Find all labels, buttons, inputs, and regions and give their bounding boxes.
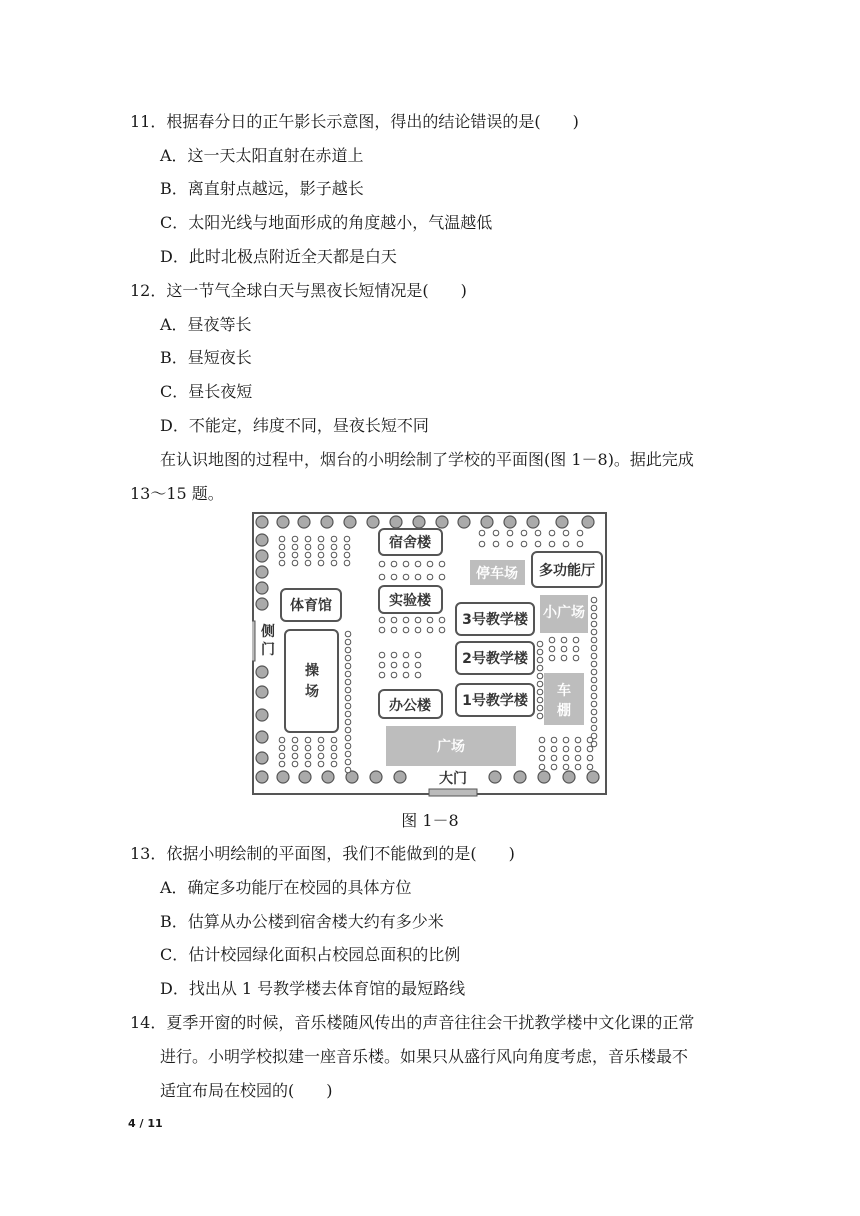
tree-small [575,737,581,743]
tree-small [537,689,543,695]
tree-small [427,627,433,633]
tree-small [345,759,351,765]
tree-small [403,662,409,668]
tree-small [537,697,543,703]
intro-line-1: 在认识地图的过程中，烟台的小明绘制了学校的平面图(图 1－8)。据此完成 [160,450,694,469]
tree-small [292,753,298,759]
tree-small [415,574,421,580]
tree-small [561,655,567,661]
tree-small [279,552,285,558]
tree-small [563,755,569,761]
tree-large [370,771,382,783]
tree-small [403,617,409,623]
tree-small [318,737,324,743]
tree-small [591,597,597,603]
tree-small [493,541,499,547]
tree-small [279,544,285,550]
tree-small [561,637,567,643]
tree-small [331,536,337,542]
tree-large [256,731,268,743]
tree-small [539,764,545,770]
tree-small [292,745,298,751]
office-label: 办公楼 [389,698,431,714]
tree-small [537,673,543,679]
teach3-label: 3号教学楼 [462,612,528,628]
main-gate-bar [429,789,477,796]
tree-small [344,536,350,542]
tree-small [537,657,543,663]
tree-small [507,530,513,536]
q14-line-3: 适宜布局在校园的( ) [160,1081,333,1100]
q11-option-d: D．此时北极点附近全天都是白天 [160,247,397,266]
tree-small [591,733,597,739]
q13-option-a: A．确定多功能厅在校园的具体方位 [160,878,412,897]
tree-small [292,761,298,767]
tree-small [591,693,597,699]
tree-large [298,516,310,528]
tree-small [292,552,298,558]
tree-small [563,530,569,536]
tree-small [292,737,298,743]
page-number: 4 / 11 [128,1117,163,1130]
tree-small [539,755,545,761]
tree-small [345,703,351,709]
tree-small [591,725,597,731]
tree-small [591,629,597,635]
square-label: 广场 [437,739,465,755]
tree-small [591,605,597,611]
side-gate-label-2: 门 [261,642,275,658]
tree-small [537,649,543,655]
tree-small [345,767,351,773]
q12-option-c: C．昼长夜短 [160,382,253,401]
tree-small [591,709,597,715]
tree-small [537,641,543,647]
tree-large [256,516,268,528]
dorm-label: 宿舍楼 [389,535,431,551]
playground-label-2: 场 [305,684,319,700]
tree-small [535,530,541,536]
side-gate-bar [252,621,255,661]
tree-small [331,560,337,566]
tree-small [345,719,351,725]
gym-label: 体育馆 [290,598,332,614]
tree-small [591,669,597,675]
tree-small [427,574,433,580]
tree-small [379,617,385,623]
tree-large [489,771,501,783]
tree-small [551,764,557,770]
tree-small [549,655,555,661]
tree-large [504,516,516,528]
tree-small [563,541,569,547]
tree-small [345,687,351,693]
tree-small [439,574,445,580]
tree-small [549,637,555,643]
tree-small [587,764,593,770]
tree-large [256,686,268,698]
tree-small [563,764,569,770]
q13-option-d: D．找出从 1 号教学楼去体育馆的最短路线 [160,979,466,998]
tree-small [549,541,555,547]
tree-small [331,761,337,767]
tree-large [322,771,334,783]
tree-small [415,561,421,567]
tree-small [345,631,351,637]
tree-small [573,646,579,652]
tree-large [277,771,289,783]
tree-small [318,552,324,558]
tree-small [379,561,385,567]
tree-small [391,652,397,658]
tree-small [521,541,527,547]
tree-small [539,746,545,752]
tree-large [256,550,268,562]
tree-small [439,627,445,633]
q12-option-b: B．昼短夜长 [160,348,252,367]
tree-small [305,753,311,759]
tree-large [413,516,425,528]
tree-small [331,745,337,751]
tree-large [563,771,575,783]
tree-small [573,637,579,643]
tree-small [379,627,385,633]
tree-small [344,560,350,566]
tree-large [256,566,268,578]
tree-large [256,752,268,764]
tree-small [305,536,311,542]
tree-small [439,561,445,567]
tree-small [345,751,351,757]
playground [285,630,338,732]
tree-small [344,552,350,558]
small-square-label: 小广场 [543,605,585,621]
tree-small [403,652,409,658]
tree-small [403,574,409,580]
tree-small [318,560,324,566]
tree-small [279,536,285,542]
tree-small [537,705,543,711]
tree-small [379,652,385,658]
teach2-label: 2号教学楼 [462,651,528,667]
tree-large [390,516,402,528]
parking-label: 停车场 [476,566,518,582]
school-plan-map [252,512,608,798]
tree-large [538,771,550,783]
tree-small [318,753,324,759]
tree-small [415,617,421,623]
tree-small [403,561,409,567]
bike-shed-label-1: 车 [557,683,571,699]
tree-small [345,711,351,717]
tree-small [537,665,543,671]
playground-label-1: 操 [305,663,319,679]
q11-stem: 11．根据春分日的正午影长示意图，得出的结论错误的是( ) [130,112,579,131]
tree-small [345,727,351,733]
q12-option-a: A．昼夜等长 [160,315,252,334]
tree-small [591,661,597,667]
tree-large [514,771,526,783]
tree-small [345,639,351,645]
tree-small [539,737,545,743]
teach1-label: 1号教学楼 [462,693,528,709]
tree-small [391,561,397,567]
tree-small [563,746,569,752]
tree-small [391,672,397,678]
tree-small [415,652,421,658]
tree-small [591,637,597,643]
tree-small [279,737,285,743]
tree-large [367,516,379,528]
tree-small [439,617,445,623]
tree-large [256,534,268,546]
tree-small [292,560,298,566]
tree-small [345,743,351,749]
tree-large [436,516,448,528]
tree-small [537,681,543,687]
tree-small [591,685,597,691]
tree-small [305,552,311,558]
tree-small [549,646,555,652]
tree-small [549,530,555,536]
tree-large [527,516,539,528]
tree-small [345,663,351,669]
side-gate-label-1: 侧 [261,624,275,640]
tree-small [331,753,337,759]
tree-small [507,541,513,547]
tree-small [575,746,581,752]
tree-small [575,755,581,761]
tree-small [292,536,298,542]
tree-large [256,666,268,678]
q14-line-1: 14．夏季开窗的时候，音乐楼随风传出的声音往往会干扰教学楼中文化课的正常 [130,1013,695,1032]
q12-stem: 12．这一节气全球白天与黑夜长短情况是( ) [130,281,467,300]
lab-label: 实验楼 [389,593,431,609]
tree-small [279,753,285,759]
tree-small [591,717,597,723]
tree-small [479,541,485,547]
q13-option-c: C．估计校园绿化面积占校园总面积的比例 [160,945,461,964]
tree-small [379,672,385,678]
tree-large [256,598,268,610]
tree-small [318,544,324,550]
q11-option-a: A．这一天太阳直射在赤道上 [160,146,364,165]
tree-small [427,561,433,567]
tree-small [415,627,421,633]
tree-small [379,574,385,580]
tree-large [256,709,268,721]
tree-small [345,655,351,661]
main-gate-label: 大门 [439,771,467,787]
tree-small [391,574,397,580]
tree-small [561,646,567,652]
tree-large [556,516,568,528]
tree-large [344,516,356,528]
tree-small [521,530,527,536]
tree-large [256,582,268,594]
tree-small [591,677,597,683]
tree-small [379,662,385,668]
tree-large [458,516,470,528]
tree-small [551,746,557,752]
tree-small [403,627,409,633]
tree-small [344,544,350,550]
tree-small [415,662,421,668]
tree-small [577,530,583,536]
tree-small [305,544,311,550]
tree-small [305,761,311,767]
tree-small [577,541,583,547]
tree-small [551,737,557,743]
tree-large [587,771,599,783]
tree-large [277,516,289,528]
q13-option-b: B．估算从办公楼到宿舍楼大约有多少米 [160,912,444,931]
intro-line-2: 13～15 题。 [130,484,224,503]
tree-small [331,552,337,558]
q11-option-b: B．离直射点越远，影子越长 [160,179,364,198]
tree-small [573,655,579,661]
tree-large [394,771,406,783]
tree-small [537,713,543,719]
tree-small [591,613,597,619]
multi-hall-label: 多功能厅 [539,563,595,579]
tree-small [391,627,397,633]
tree-small [305,560,311,566]
tree-small [415,672,421,678]
tree-small [587,746,593,752]
tree-small [493,530,499,536]
tree-small [551,755,557,761]
tree-large [321,516,333,528]
q13-stem: 13．依据小明绘制的平面图，我们不能做到的是( ) [130,844,515,863]
tree-small [591,653,597,659]
tree-small [345,671,351,677]
tree-small [345,647,351,653]
tree-small [391,617,397,623]
tree-small [563,737,569,743]
tree-small [403,672,409,678]
tree-small [591,645,597,651]
q11-option-c: C．太阳光线与地面形成的角度越小，气温越低 [160,213,493,232]
tree-small [479,530,485,536]
q14-line-2: 进行。小明学校拟建一座音乐楼。如果只从盛行风向角度考虑，音乐楼最不 [160,1047,689,1066]
tree-small [318,761,324,767]
tree-small [591,741,597,747]
tree-small [345,695,351,701]
tree-small [331,544,337,550]
tree-small [345,735,351,741]
tree-small [391,662,397,668]
tree-small [427,617,433,623]
tree-small [305,745,311,751]
bike-shed-label-2: 棚 [557,703,571,719]
tree-small [318,745,324,751]
tree-small [292,544,298,550]
tree-small [279,761,285,767]
tree-small [279,560,285,566]
tree-small [345,679,351,685]
tree-small [279,745,285,751]
tree-small [305,737,311,743]
tree-small [331,737,337,743]
tree-large [582,516,594,528]
tree-small [591,701,597,707]
tree-small [535,541,541,547]
tree-small [318,536,324,542]
tree-large [481,516,493,528]
figure-caption: 图 1－8 [401,811,459,830]
tree-small [591,621,597,627]
q12-option-d: D．不能定，纬度不同，昼夜长短不同 [160,416,429,435]
tree-large [299,771,311,783]
tree-large [256,771,268,783]
tree-small [575,764,581,770]
tree-small [587,755,593,761]
